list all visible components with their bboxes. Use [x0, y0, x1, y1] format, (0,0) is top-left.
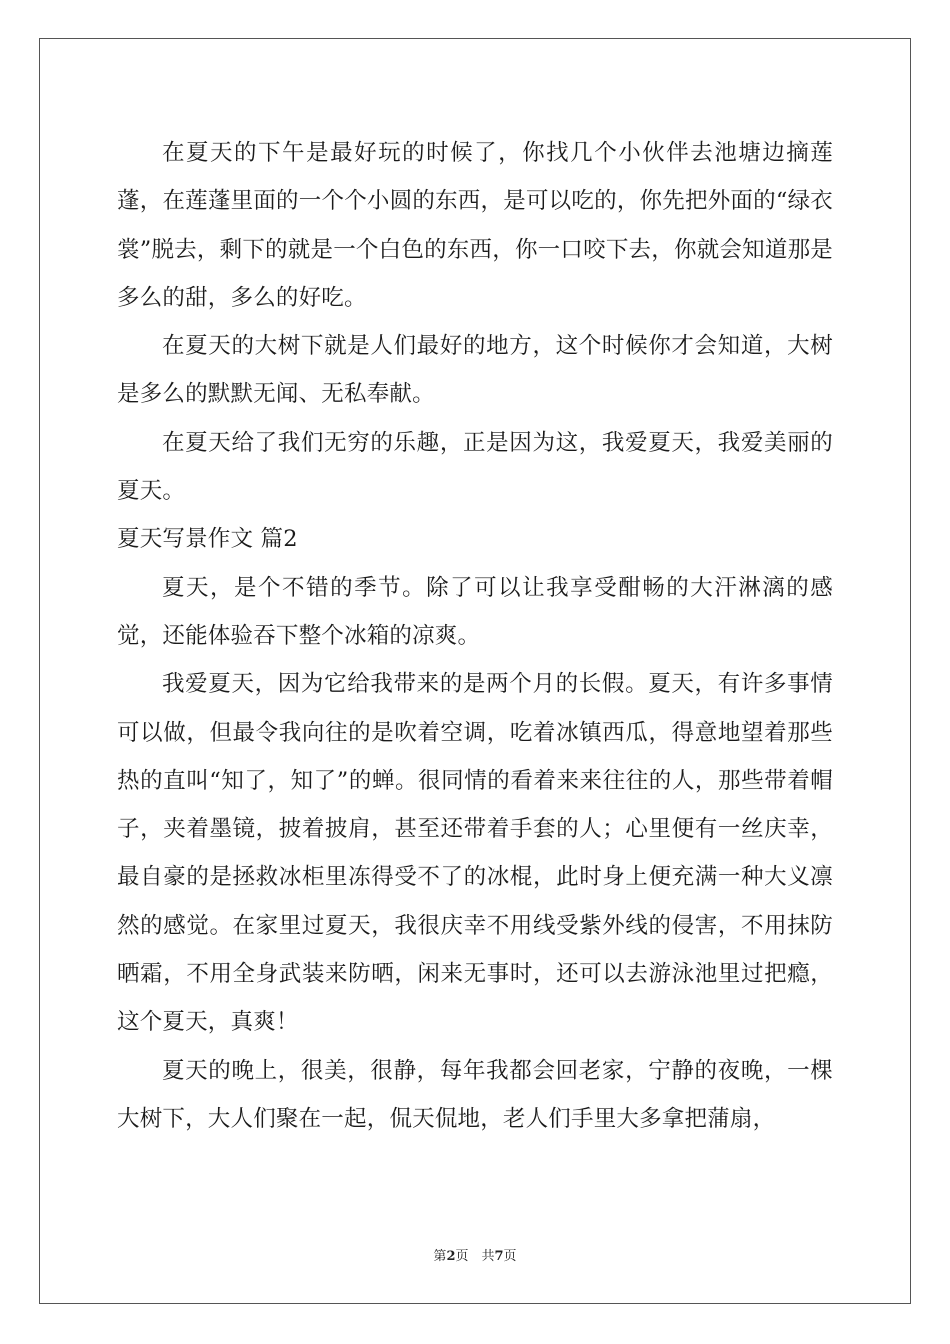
page-footer	[0, 1245, 950, 1264]
document-body	[117, 129, 833, 1143]
paragraph-3: 在夏天给了我们无穷的乐趣，正是因为这，我爱夏天，我爱美丽的夏天。	[117, 429, 833, 505]
page-total: 7	[494, 1249, 504, 1264]
paragraph-4: 夏天，是个不错的季节。除了可以让我享受酣畅的大汗淋漓的感觉，还能体验吞下整个冰箱的凉爽。	[117, 574, 833, 649]
paragraph-5: 我爱夏天，因为它给我带来的是两个月的长假。夏天，有许多事情可以做，但最令我向往的是吹着空调，吃着冰镇西瓜，得意地望着那些热的直叫“知了，知了”的蝉。很同情的看着来来往往的人，那些带着帽子，夹着墨镜，披着披肩，甚至还带着手套的人；心里便有一丝庆幸，最自豪的是拯救冰柜里冻得受不了的冰棍，此时身上便充满一种大义凛然的感觉。在家里过夏天，我很庆幸不用线受紫外线的侵害，不用抹防晒霜，不用全身武装来防晒，闲来无事时，还可以去游泳池里过把瘾，这个夏天，真爽！	[117, 671, 833, 1036]
page-suffix: 页	[503, 1249, 517, 1264]
page-mid: 页 共	[455, 1249, 495, 1264]
section-heading: 夏天写景作文 篇2	[117, 526, 298, 553]
paragraph-2: 在夏天的大树下就是人们最好的地方，这个时候你才会知道，大树是多么的默默无闻、无私奉献。	[117, 333, 833, 408]
page-prefix: 第	[433, 1249, 447, 1264]
paragraph-1: 在夏天的下午是最好玩的时候了，你找几个小伙伴去池塘边摘莲蓬，在莲蓬里面的一个个小圆的东西，是可以吃的，你先把外面的“绿衣裳”脱去，剩下的就是一个白色的东西，你一口咬下去，你就会知道那是多么的甜，多么的好吃。	[117, 140, 833, 311]
paragraph-6: 夏天的晚上，很美，很静，每年我都会回老家，宁静的夜晚，一棵大树下，大人们聚在一起，侃天侃地，老人们手里大多拿把蒲扇，	[117, 1057, 833, 1132]
page-current: 2	[446, 1249, 456, 1264]
